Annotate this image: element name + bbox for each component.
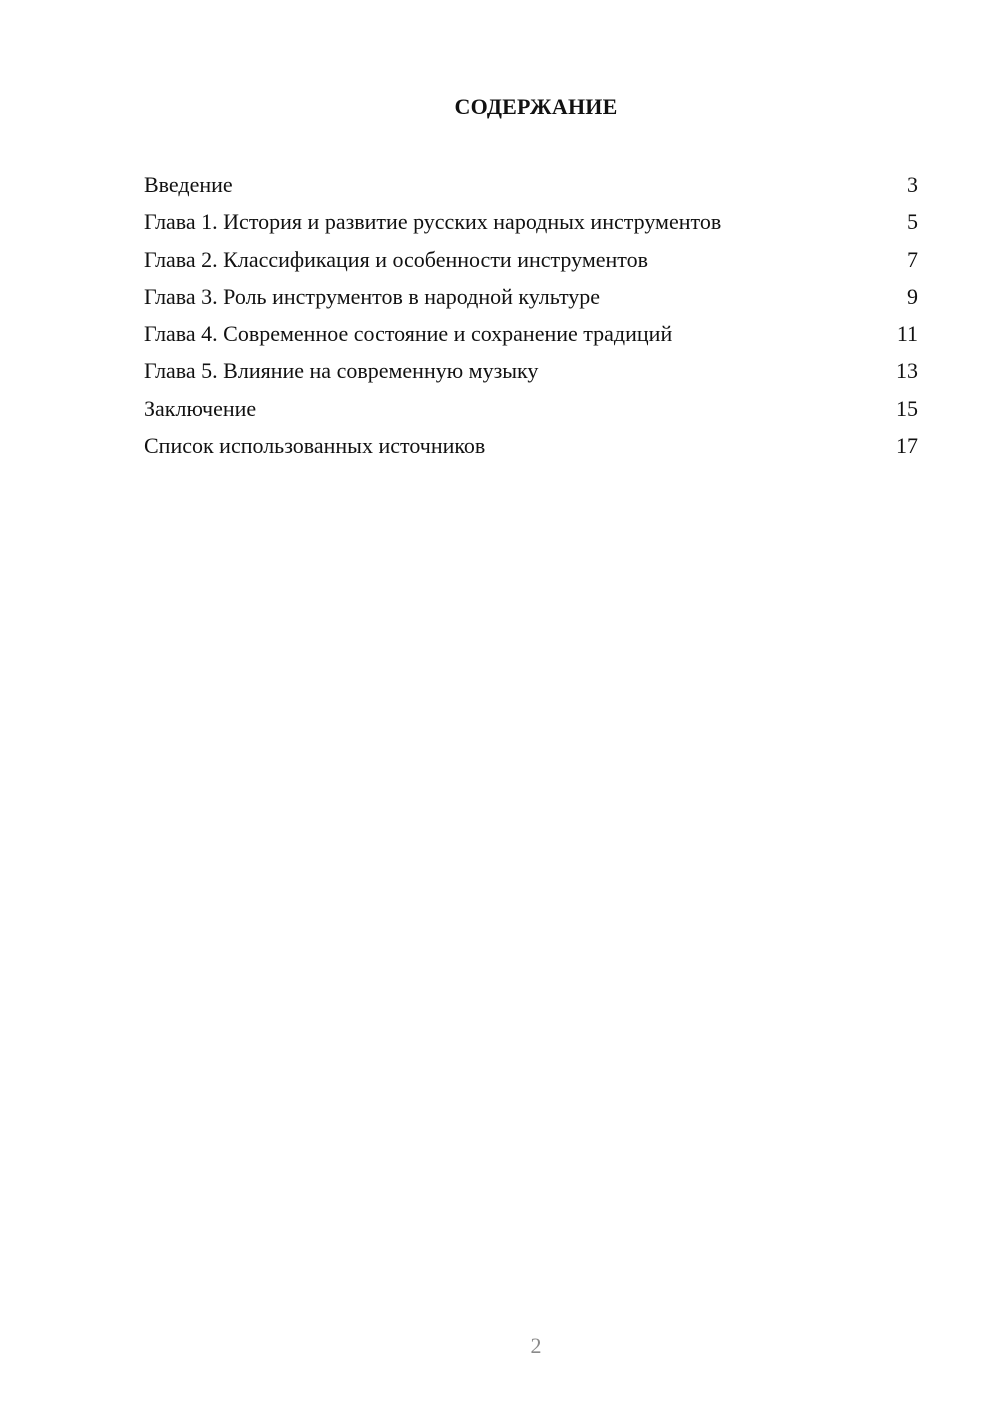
toc-entry-page: 5 (907, 209, 918, 235)
toc-entry-title: Список использованных источников (144, 433, 486, 459)
page-number: 2 (530, 1333, 542, 1358)
toc-entry-introduction (144, 168, 918, 205)
toc-entry-page: 11 (896, 321, 918, 347)
table-of-contents (144, 168, 918, 466)
toc-entry-title: Глава 4. Современное состояние и сохранение традиций (144, 321, 673, 347)
toc-entry-title: Глава 3. Роль инструментов в народной культуре (144, 283, 601, 309)
toc-entry-title: Глава 2. Классификация и особенности инструментов (144, 246, 648, 272)
toc-entry-page: 7 (907, 246, 918, 272)
toc-entry-page: 3 (907, 172, 918, 197)
toc-entry-chapter-5 (144, 354, 918, 391)
toc-entry-chapter-2 (144, 243, 918, 280)
toc-entry-page: 17 (896, 433, 918, 459)
toc-entry-chapter-4 (144, 317, 918, 354)
toc-entry-page: 9 (907, 283, 918, 309)
toc-entry-conclusion (144, 392, 918, 429)
toc-entry-title: Введение (144, 172, 233, 197)
toc-entry-chapter-3 (144, 280, 918, 317)
toc-entry-title: Заключение (144, 395, 257, 421)
toc-entry-references (144, 429, 918, 466)
toc-entry-page: 15 (896, 395, 918, 421)
page-title: СОДЕРЖАНИЕ (454, 94, 618, 119)
toc-entry-page: 13 (896, 358, 918, 384)
toc-entry-title: Глава 5. Влияние на современную музыку (144, 358, 539, 384)
toc-entry-chapter-1 (144, 205, 918, 242)
toc-entry-title: Глава 1. История и развитие русских народных инструментов (144, 209, 722, 235)
